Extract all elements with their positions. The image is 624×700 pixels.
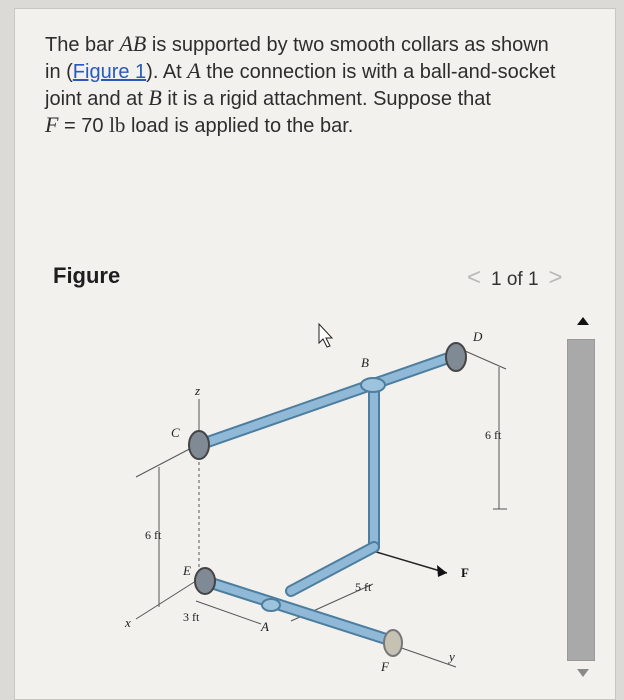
label-f-point: F — [381, 659, 389, 674]
next-figure-button[interactable]: > — [548, 264, 563, 291]
load-unit: lb — [109, 113, 126, 137]
label-d: D — [473, 329, 483, 344]
problem-text: load is applied to the bar. — [125, 115, 354, 137]
force-f-arrowhead-icon — [437, 565, 447, 577]
label-x: x — [125, 615, 131, 630]
joint-b — [361, 378, 385, 392]
mouse-cursor-icon — [319, 324, 332, 347]
collar-d — [446, 343, 466, 371]
label-b: B — [361, 355, 369, 370]
figure-pager — [461, 264, 569, 292]
problem-text: is supported by two smooth collars as shown in ( — [45, 34, 549, 83]
y-axis — [393, 645, 456, 667]
dim-line-3ft — [196, 601, 261, 624]
force-f-line — [373, 551, 447, 573]
variable-a: A — [187, 58, 201, 83]
joint-a — [262, 599, 280, 611]
collar-f — [384, 630, 402, 656]
label-c: C — [171, 425, 180, 440]
prev-figure-button[interactable]: < — [466, 264, 481, 291]
problem-text: ). At — [146, 61, 188, 83]
label-y: y — [449, 649, 455, 664]
figure-page-count: 1 of 1 — [491, 269, 539, 290]
problem-text: the connection is with a ball-and-socket joint and at — [45, 61, 556, 110]
scroll-down-arrow-icon[interactable] — [577, 669, 589, 677]
variable-ab: AB — [119, 31, 147, 56]
collar-e — [195, 568, 215, 594]
pipe-assembly-figure — [111, 319, 531, 689]
dim-3ft: 3 ft — [183, 610, 200, 624]
dim-6ft-left: 6 ft — [145, 528, 162, 542]
collar-c — [189, 431, 209, 459]
figure-scrollbar[interactable] — [567, 339, 595, 661]
problem-statement — [45, 31, 565, 139]
problem-panel — [14, 8, 616, 700]
variable-b: B — [148, 85, 162, 110]
label-z: z — [195, 383, 201, 398]
label-a: A — [261, 619, 269, 634]
scroll-up-arrow-icon[interactable] — [577, 317, 589, 325]
pipe-cd — [199, 357, 451, 445]
problem-text: it is a rigid attachment. Suppose that — [161, 88, 491, 110]
load-value: = 70 — [58, 115, 110, 137]
variable-f: F — [45, 112, 59, 137]
figure-link[interactable]: Figure 1 — [72, 61, 147, 83]
problem-text: The bar — [45, 34, 120, 56]
label-force-f: F — [461, 565, 469, 580]
figure-heading: Figure — [53, 263, 121, 288]
dim-5ft: 5 ft — [355, 580, 372, 594]
dim-6ft-right: 6 ft — [485, 428, 502, 442]
label-e: E — [183, 563, 191, 578]
